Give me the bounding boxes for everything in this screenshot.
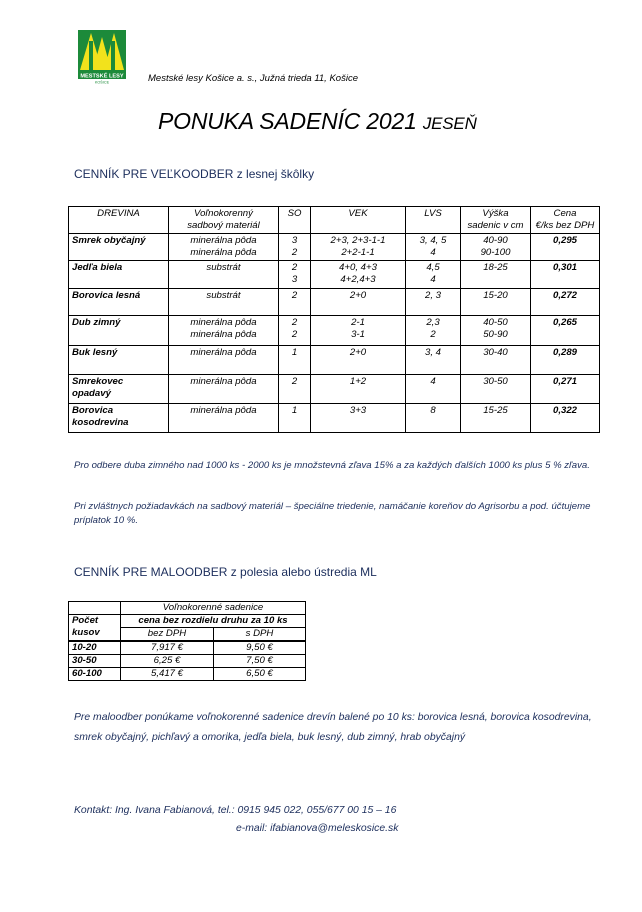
lvs-value: 3, 4, 5	[419, 235, 447, 246]
cell-drevina	[69, 261, 169, 289]
cell-cena: 0,271	[531, 375, 600, 404]
vek-value: 3+3	[349, 405, 367, 416]
vek-value: 4+2,4+3	[340, 274, 376, 285]
header-vek: VEK	[311, 207, 406, 234]
drevina-value: Borovica	[72, 405, 114, 416]
cell-vyska	[461, 404, 531, 433]
retail-price-table	[68, 601, 306, 681]
drevina-value: kosodrevina	[72, 417, 129, 428]
retail-count-label-1: Počet	[72, 615, 99, 626]
contact-line: Kontakt: Ing. Ivana Fabianová, tel.: 0915 945 022, 055/677 00 15 – 16	[74, 805, 397, 816]
cell-vyska	[461, 234, 531, 261]
retail-cell-bez: 6,25 €	[121, 655, 214, 668]
so-value: 2	[291, 262, 298, 273]
cell-vek	[311, 375, 406, 404]
cell-so	[279, 261, 311, 289]
cell-so	[279, 375, 311, 404]
table-header-row	[69, 602, 306, 615]
cell-cena: 0,272	[531, 289, 600, 316]
retail-col-s: s DPH	[214, 628, 306, 642]
retail-offer-text: Pre maloodber ponúkame voľnokorenné sadenice drevín balené po 10 ks: borovica lesná, borovica kosodrevina, smrek obyčajný, pichľavý a omorika, jedľa biela, buk lesný, dub zimný, hrab obyčajný	[74, 712, 592, 743]
vyska-value: 50-90	[483, 329, 508, 340]
header-material	[169, 207, 279, 234]
header-vyska-line1: Výška	[482, 208, 509, 219]
cell-cena: 0,265	[531, 316, 600, 346]
header-material-line2: sadbový materiál	[187, 220, 260, 231]
cell-vek	[311, 316, 406, 346]
material-value: substrát	[206, 290, 241, 301]
material-value: substrát	[206, 262, 241, 273]
so-value: 1	[291, 405, 298, 416]
vek-value: 2+3, 2+3-1-1	[330, 235, 386, 246]
page-title	[158, 108, 477, 135]
cell-material	[169, 234, 279, 261]
cell-cena: 0,289	[531, 346, 600, 375]
company-logo	[75, 27, 129, 85]
table-row	[69, 404, 600, 433]
retail-corner-cell	[69, 602, 121, 615]
material-value: minerálna pôda	[190, 405, 257, 416]
material-value: minerálna pôda	[190, 376, 257, 387]
cell-material	[169, 261, 279, 289]
lvs-value: 8	[430, 405, 436, 416]
so-value: 2	[291, 290, 298, 301]
retail-cell-count: 30-50	[69, 655, 121, 668]
retail-cell-s: 7,50 €	[214, 655, 306, 668]
contact-block	[74, 802, 398, 838]
cell-vek	[311, 404, 406, 433]
table-row	[69, 655, 306, 668]
vyska-value: 40-90	[483, 235, 508, 246]
cell-cena: 0,301	[531, 261, 600, 289]
vek-value: 4+0, 4+3	[339, 262, 377, 273]
cell-vyska	[461, 261, 531, 289]
retail-cell-bez: 5,417 €	[121, 668, 214, 681]
cell-drevina	[69, 346, 169, 375]
retail-heading: CENNÍK PRE MALOODBER z polesia alebo ústredia ML	[74, 565, 377, 579]
logo-text: MESTSKÉ LESY	[80, 73, 124, 80]
drevina-value: Borovica lesná	[72, 290, 141, 301]
header-material-line1: Voľnokorenný	[194, 208, 253, 219]
material-value: minerálna pôda	[190, 347, 257, 358]
header-lvs: LVS	[406, 207, 461, 234]
so-value: 2	[291, 317, 298, 328]
drevina-value: opadavý	[72, 388, 111, 399]
vek-value: 3-1	[351, 329, 365, 340]
drevina-value: Dub zimný	[72, 317, 121, 328]
cell-so	[279, 346, 311, 375]
vyska-value: 90-100	[480, 247, 511, 258]
drevina-value: Smrekovec	[72, 376, 124, 387]
retail-header-main: Voľnokorenné sadenice	[121, 602, 306, 615]
lvs-value: 3, 4	[424, 347, 441, 358]
table-row	[69, 346, 600, 375]
cell-lvs	[406, 234, 461, 261]
cell-so	[279, 234, 311, 261]
cell-so	[279, 289, 311, 316]
header-drevina: DREVINA	[69, 207, 169, 234]
cell-material	[169, 404, 279, 433]
cell-vyska	[461, 346, 531, 375]
vek-value: 2+0	[349, 347, 367, 358]
cell-vek	[311, 346, 406, 375]
cell-lvs	[406, 375, 461, 404]
drevina-value: Buk lesný	[72, 347, 118, 358]
lvs-value: 2,3	[426, 317, 440, 328]
so-value: 2	[291, 329, 298, 340]
table-row	[69, 375, 600, 404]
material-value: minerálna pôda	[190, 329, 257, 340]
vek-value: 2+2-1-1	[341, 247, 375, 258]
cell-so	[279, 316, 311, 346]
vek-value: 2-1	[351, 317, 365, 328]
wholesale-price-table	[68, 206, 600, 433]
cell-cena: 0,295	[531, 234, 600, 261]
vyska-value: 15-25	[483, 405, 508, 416]
table-header-row	[69, 615, 306, 628]
retail-header-sub: cena bez rozdielu druhu za 10 ks	[121, 615, 306, 628]
retail-cell-s: 9,50 €	[214, 641, 306, 655]
cell-drevina	[69, 234, 169, 261]
discount-note: Pro odbere duba zimného nad 1000 ks - 2000 ks je množstevná zľava 15% a za každých ďalších 1000 ks plus 5 % zľava.	[74, 460, 590, 471]
cell-drevina	[69, 316, 169, 346]
so-value: 2	[291, 247, 298, 258]
header-vyska	[461, 207, 531, 234]
drevina-value: Smrek obyčajný	[72, 235, 146, 246]
lvs-value: 4	[430, 376, 436, 387]
logo-subtext: KOŠICE	[94, 80, 110, 85]
cell-vyska	[461, 375, 531, 404]
lvs-value: 4	[430, 247, 436, 258]
vyska-value: 15-20	[483, 290, 508, 301]
lvs-value: 4,5	[426, 262, 440, 273]
table-row	[69, 641, 306, 655]
cell-drevina	[69, 375, 169, 404]
header-cena-line2: €/ks bez DPH	[535, 220, 595, 231]
so-value: 1	[291, 347, 298, 358]
table-row	[69, 316, 600, 346]
cell-lvs	[406, 289, 461, 316]
retail-col-bez: bez DPH	[121, 628, 214, 642]
cell-drevina	[69, 404, 169, 433]
vek-value: 1+2	[349, 376, 367, 387]
retail-count-label-2: kusov	[72, 627, 100, 638]
table-header-row	[69, 207, 600, 234]
retail-count-header	[69, 615, 121, 642]
cell-lvs	[406, 404, 461, 433]
table-row	[69, 289, 600, 316]
header-so: SO	[279, 207, 311, 234]
vek-value: 2+0	[349, 290, 367, 301]
drevina-value: Jedľa biela	[72, 262, 123, 273]
so-value: 3	[291, 274, 298, 285]
title-season: JESEŇ	[422, 114, 477, 133]
cell-lvs	[406, 316, 461, 346]
wholesale-heading: CENNÍK PRE VEĽKOODBER z lesnej škôlky	[74, 167, 315, 181]
so-value: 2	[291, 376, 298, 387]
contact-email[interactable]: e-mail: ifabianova@meleskosice.sk	[236, 823, 399, 834]
cell-material	[169, 375, 279, 404]
cell-vyska	[461, 289, 531, 316]
header-vyska-line2: sadenic v cm	[467, 220, 524, 231]
title-main: PONUKA SADENÍC 2021	[158, 108, 423, 134]
so-value: 3	[291, 235, 298, 246]
company-address: Mestské lesy Košice a. s., Južná trieda 11, Košice	[148, 73, 358, 84]
lvs-value: 2, 3	[424, 290, 441, 301]
cell-cena: 0,322	[531, 404, 600, 433]
cell-so	[279, 404, 311, 433]
cell-lvs	[406, 346, 461, 375]
material-value: minerálna pôda	[190, 247, 257, 258]
cell-material	[169, 316, 279, 346]
lvs-value: 2	[430, 329, 436, 340]
cell-drevina	[69, 289, 169, 316]
table-row	[69, 234, 600, 261]
cell-vek	[311, 234, 406, 261]
table-row	[69, 261, 600, 289]
surcharge-note: Pri zvláštnych požiadavkách na sadbový materiál – špeciálne triedenie, namáčanie koreňov do Agrisorbu a pod. účtujeme príplatok 10 %.	[74, 501, 591, 526]
cell-material	[169, 346, 279, 375]
table-row	[69, 668, 306, 681]
retail-cell-s: 6,50 €	[214, 668, 306, 681]
vyska-value: 30-40	[483, 347, 508, 358]
vyska-value: 18-25	[483, 262, 508, 273]
cell-material	[169, 289, 279, 316]
vyska-value: 40-50	[483, 317, 508, 328]
retail-cell-bez: 7,917 €	[121, 641, 214, 655]
material-value: minerálna pôda	[190, 235, 257, 246]
vyska-value: 30-50	[483, 376, 508, 387]
retail-cell-count: 10-20	[69, 641, 121, 655]
header-cena	[531, 207, 600, 234]
material-value: minerálna pôda	[190, 317, 257, 328]
cell-vyska	[461, 316, 531, 346]
cell-vek	[311, 289, 406, 316]
header-cena-line1: Cena	[553, 208, 577, 219]
lvs-value: 4	[430, 274, 436, 285]
cell-vek	[311, 261, 406, 289]
retail-cell-count: 60-100	[69, 668, 121, 681]
cell-lvs	[406, 261, 461, 289]
